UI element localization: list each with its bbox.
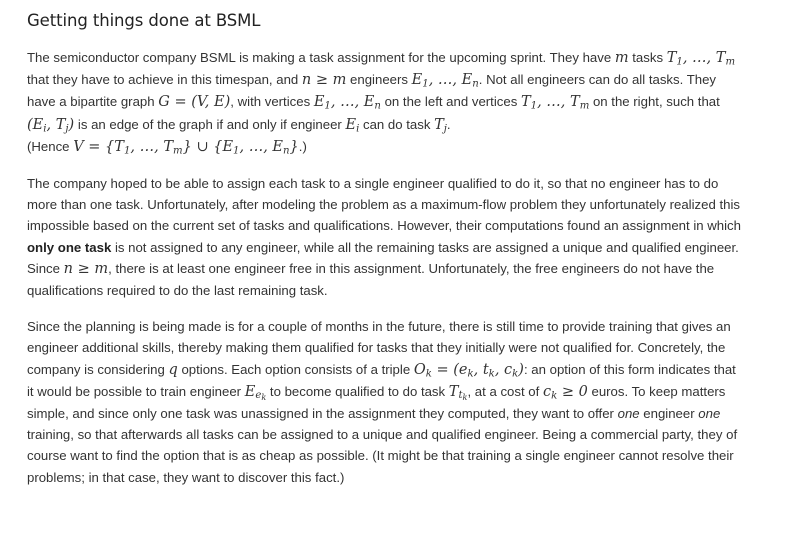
math-q: q <box>168 361 178 378</box>
math-cost: $c_k \ge 0$ <box>542 383 588 402</box>
math-option-triple: $O_k = (e_k$, $t_k$, $c_k$) <box>413 361 524 380</box>
math-task-j: $T_j$ <box>434 116 447 135</box>
math-engineer-list: $E_1$, …, $E_n$ <box>411 72 479 90</box>
math-graph: G = (V, E) <box>158 94 231 111</box>
math-left-vertices: $E_1$, …, $E_n$ <box>313 94 381 112</box>
math-engineer-i: $E_i$ <box>345 116 360 135</box>
math-n-geq-m: n ≥ m <box>301 72 347 89</box>
bold-only-one-task: only one task <box>27 239 112 255</box>
math-engineer-ek: $E_{e_k}$ <box>244 383 267 403</box>
emphasis-one-2: one <box>698 406 721 422</box>
emphasis-one-1: one <box>617 406 640 422</box>
math-task-tk: $T_{t_k}$ <box>448 383 468 403</box>
paragraph-training: Since the planning is being made is for a couple of months in the future, there is still time to provide training that gives an engineer additional skills, thereby making them qualified for tasks that they initially were not qualified for. Concretely, the company is considering q options. Each option consists of a triple $O_k = (e_k$, $t_k$, $c_k$): an option of this form indicates that it would be possible to train engineer $E_{e_k}$ to become qualified to do task $T_{t_k}$, at a cost of $c_k \ge 0$ euros. To keep matters simple, and since only one task was unassigned in the assignment they computed, they want to offer one engineer one training, so that afterwards all tasks can be assigned to a unique and qualified engineer. Being a commercial party, they of course want to find the option that is as cheap as possible. (It might be that training a single engineer cannot resolve their problems; in that case, they want to discover this fact.) <box>27 319 738 485</box>
math-edge: ($E_i$, $T_j$) <box>27 116 75 135</box>
math-right-vertices: $T_1$, …, $T_m$ <box>520 94 590 112</box>
page-title: Getting things done at BSML <box>27 11 261 30</box>
math-n-geq-m-2: n ≥ m <box>63 260 109 277</box>
paragraph-problem-setup: The semiconductor company BSML is making a task assignment for the upcoming sprint. They have m tasks $T_1$, …, $T_m$ that they have to achieve in this timespan, and n ≥ m engineers $E_1$, …, $E_n$. Not all engineers can do all tasks. They have a bipartite graph G = (V, E), with vertices $E_1$, …, $E_n$ on the left and vertices $T_1$, …, $T_m$ on the right, such that ($E_i$, $T_j$) is an edge of the graph if and only if engineer $E_i$ can do task $T_j$. (Hence $V = \{T_1$, …, $T_m$} ∪ {$E_1$, …, $E_n$}.) <box>27 50 736 157</box>
math-m: m <box>614 50 629 66</box>
math-task-list: $T_1$, …, $T_m$ <box>666 50 736 68</box>
math-vertex-set: $V = \{T_1$, …, $T_m$} ∪ {$E_1$, …, $E_n$} <box>73 138 299 157</box>
paragraph-assignment: The company hoped to be able to assign each task to a single engineer qualified to do it, so that no engineer has to do more than one task. Unfortunately, after modeling the problem as a maximum-flow problem they unfortunately realized this impossible based on the current set of tasks and qualifications. However, their computations found an assignment in which only one task is not assigned to any engineer, while all the remaining tasks are assigned a unique and qualified engineer. Since n ≥ m, there is at least one engineer free in this assignment. Unfortunately, the free engineers do not have the qualifications required to do the last remaining task. <box>27 176 741 299</box>
